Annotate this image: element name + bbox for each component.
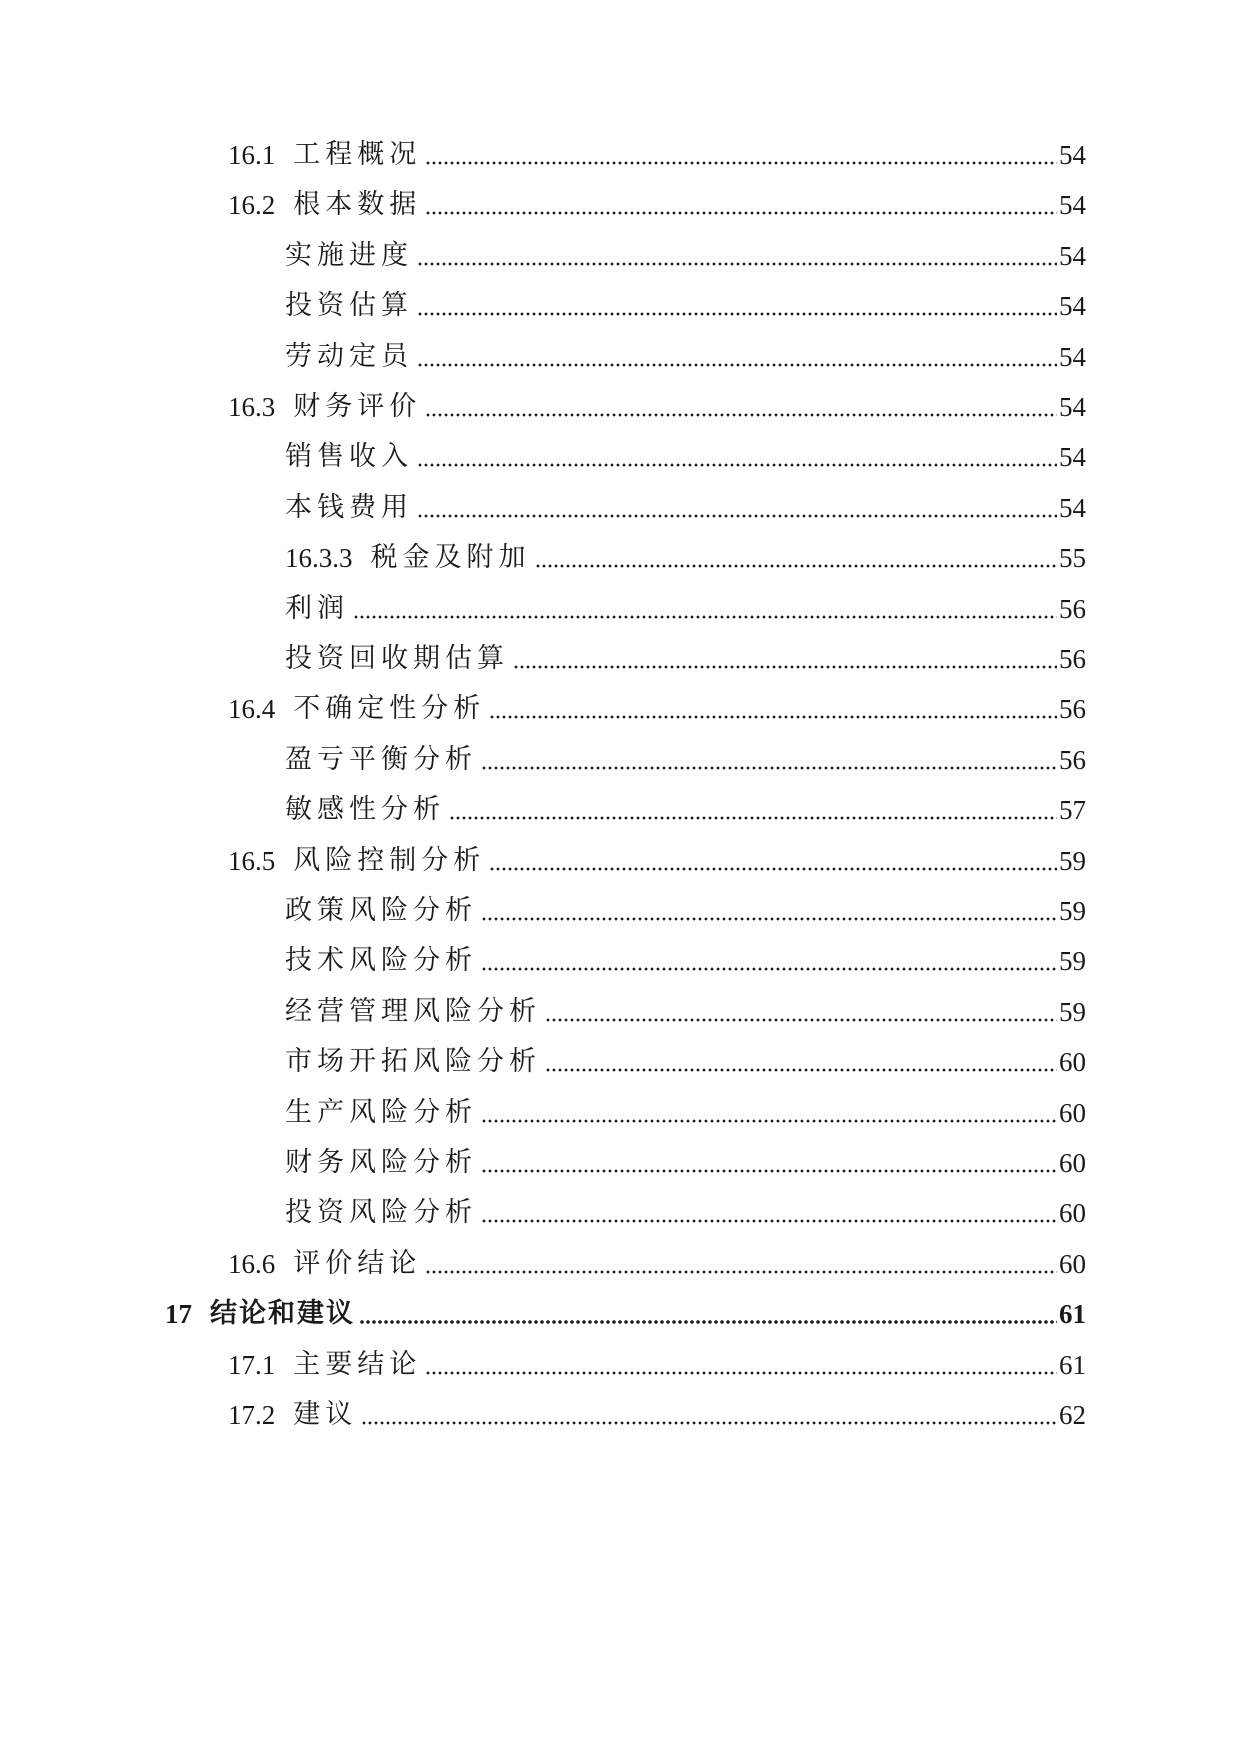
toc-entry-page-number: 54 bbox=[1059, 241, 1086, 271]
toc-entry-page-number: 60 bbox=[1059, 1148, 1086, 1178]
toc-entry-title: 风险控制分析 bbox=[293, 845, 486, 876]
toc-entry-title: 政策风险分析 bbox=[285, 895, 477, 926]
toc-dot-leader bbox=[417, 312, 1057, 316]
toc-entry[interactable] bbox=[285, 335, 1086, 379]
toc-entry-page-number: 54 bbox=[1059, 291, 1086, 321]
toc-entry-title: 实施进度 bbox=[285, 240, 413, 271]
toc-entry-number: 16.1 bbox=[228, 140, 276, 170]
toc-entry-title: 市场开拓风险分析 bbox=[285, 1046, 541, 1077]
toc-entry-title: 建议 bbox=[293, 1399, 358, 1430]
toc-dot-leader bbox=[353, 615, 1057, 619]
toc-dot-leader bbox=[513, 665, 1057, 669]
toc-dot-leader bbox=[425, 1371, 1057, 1375]
toc-entry-page-number: 54 bbox=[1059, 342, 1086, 372]
toc-entry-page-number: 61 bbox=[1059, 1299, 1086, 1329]
toc-entry-title: 经营管理风险分析 bbox=[285, 996, 541, 1027]
toc-entry[interactable] bbox=[228, 183, 1086, 227]
toc-dot-leader bbox=[481, 1119, 1057, 1123]
toc-entry-page-number: 56 bbox=[1059, 745, 1086, 775]
toc-entry-title: 评价结论 bbox=[293, 1248, 422, 1279]
toc-entry-page-number: 60 bbox=[1059, 1098, 1086, 1128]
toc-dot-leader bbox=[545, 1018, 1057, 1022]
toc-entry-number: 16.2 bbox=[228, 190, 276, 220]
toc-dot-leader bbox=[417, 463, 1057, 467]
toc-entry[interactable] bbox=[228, 1343, 1086, 1387]
toc-entry-page-number: 62 bbox=[1059, 1400, 1086, 1430]
toc-entry[interactable] bbox=[285, 435, 1086, 479]
toc-entry-number: 16.6 bbox=[228, 1249, 276, 1279]
toc-entry-page-number: 56 bbox=[1059, 694, 1086, 724]
toc-entry-title: 财务评价 bbox=[293, 391, 422, 422]
toc-dot-leader bbox=[425, 1270, 1057, 1274]
toc-entry[interactable] bbox=[285, 637, 1086, 681]
toc-entry[interactable] bbox=[285, 1191, 1086, 1235]
toc-dot-leader bbox=[481, 1169, 1057, 1173]
toc-entry-page-number: 54 bbox=[1059, 190, 1086, 220]
toc-entry-page-number: 59 bbox=[1059, 896, 1086, 926]
toc-entry-page-number: 54 bbox=[1059, 392, 1086, 422]
toc-entry-page-number: 57 bbox=[1059, 795, 1086, 825]
toc-entry-title: 投资回收期估算 bbox=[285, 643, 509, 674]
toc-entry[interactable] bbox=[285, 1040, 1086, 1084]
toc-entry-title: 税金及附加 bbox=[370, 542, 531, 573]
toc-entry-number: 16.5 bbox=[228, 846, 276, 876]
toc-entry[interactable] bbox=[285, 788, 1086, 832]
toc-entry[interactable] bbox=[285, 990, 1086, 1034]
toc-entry-number: 16.4 bbox=[228, 694, 276, 724]
toc-entry-page-number: 56 bbox=[1059, 594, 1086, 624]
toc-entry-title: 盈亏平衡分析 bbox=[285, 744, 477, 775]
toc-entry[interactable] bbox=[285, 939, 1086, 983]
toc-dot-leader bbox=[417, 514, 1057, 518]
toc-entry-title: 主要结论 bbox=[293, 1349, 422, 1380]
toc-entry-title: 利润 bbox=[285, 593, 349, 624]
toc-dot-leader bbox=[545, 1068, 1057, 1072]
toc-entry-page-number: 60 bbox=[1059, 1047, 1086, 1077]
toc-dot-leader bbox=[481, 766, 1057, 770]
toc-entry-title: 结论和建议 bbox=[210, 1298, 355, 1329]
toc-entry-number: 17.1 bbox=[228, 1350, 276, 1380]
toc-entry-page-number: 55 bbox=[1059, 543, 1086, 573]
toc-entry[interactable] bbox=[285, 1091, 1086, 1135]
toc-dot-leader bbox=[449, 816, 1057, 820]
toc-dot-leader bbox=[535, 564, 1058, 568]
toc-entry[interactable] bbox=[228, 1242, 1086, 1286]
toc-dot-leader bbox=[417, 363, 1057, 367]
toc-entry-page-number: 60 bbox=[1059, 1249, 1086, 1279]
toc-dot-leader bbox=[489, 715, 1057, 719]
toc-entry-number: 16.3.3 bbox=[285, 543, 353, 573]
toc-entry-page-number: 61 bbox=[1059, 1350, 1086, 1380]
toc-entry-title: 销售收入 bbox=[285, 441, 413, 472]
toc-entry-page-number: 54 bbox=[1059, 140, 1086, 170]
toc-entry-page-number: 54 bbox=[1059, 493, 1086, 523]
toc-entry-title: 生产风险分析 bbox=[285, 1097, 477, 1128]
toc-entry[interactable] bbox=[285, 587, 1086, 631]
toc-entry-title: 根本数据 bbox=[293, 189, 422, 220]
toc-entry[interactable] bbox=[285, 486, 1086, 530]
toc-entry-number: 16.3 bbox=[228, 392, 276, 422]
toc-entry[interactable] bbox=[228, 1393, 1086, 1437]
toc-entry[interactable] bbox=[228, 839, 1086, 883]
toc-dot-leader bbox=[361, 1421, 1057, 1425]
toc-dot-leader bbox=[359, 1320, 1057, 1324]
toc-entry-page-number: 59 bbox=[1059, 946, 1086, 976]
toc-dot-leader bbox=[425, 211, 1057, 215]
toc-entry-title: 劳动定员 bbox=[285, 341, 413, 372]
toc-dot-leader bbox=[489, 867, 1057, 871]
toc-entry-title: 敏感性分析 bbox=[285, 794, 445, 825]
toc-entry-page-number: 56 bbox=[1059, 644, 1086, 674]
toc-entry-title: 本钱费用 bbox=[285, 492, 413, 523]
toc-entry[interactable] bbox=[285, 1141, 1086, 1185]
toc-entry[interactable] bbox=[228, 133, 1086, 177]
toc-entry-page-number: 60 bbox=[1059, 1198, 1086, 1228]
toc-entry-title: 投资估算 bbox=[285, 290, 413, 321]
toc-dot-leader bbox=[425, 161, 1057, 165]
toc-entry-number: 17 bbox=[165, 1299, 192, 1329]
toc-dot-leader bbox=[425, 413, 1057, 417]
toc-dot-leader bbox=[417, 262, 1057, 266]
toc-entry[interactable] bbox=[285, 284, 1086, 328]
toc-entry[interactable] bbox=[228, 385, 1086, 429]
toc-entry-title: 工程概况 bbox=[293, 139, 422, 170]
toc-entry-page-number: 59 bbox=[1059, 846, 1086, 876]
toc-entry-title: 投资风险分析 bbox=[285, 1197, 477, 1228]
toc-entry-title: 财务风险分析 bbox=[285, 1147, 477, 1178]
toc-entry-title: 不确定性分析 bbox=[293, 693, 486, 724]
toc-dot-leader bbox=[481, 967, 1057, 971]
toc-entry[interactable] bbox=[285, 234, 1086, 278]
toc-entry-page-number: 54 bbox=[1059, 442, 1086, 472]
toc-entry[interactable] bbox=[285, 536, 1086, 580]
toc-entry[interactable] bbox=[228, 687, 1086, 731]
toc-entry-number: 17.2 bbox=[228, 1400, 276, 1430]
toc-entry[interactable] bbox=[285, 889, 1086, 933]
toc-dot-leader bbox=[481, 1219, 1057, 1223]
toc-entry[interactable] bbox=[285, 738, 1086, 782]
toc-entry[interactable] bbox=[165, 1292, 1086, 1336]
toc-entry-page-number: 59 bbox=[1059, 997, 1086, 1027]
toc-dot-leader bbox=[481, 917, 1057, 921]
toc-entry-title: 技术风险分析 bbox=[285, 945, 477, 976]
